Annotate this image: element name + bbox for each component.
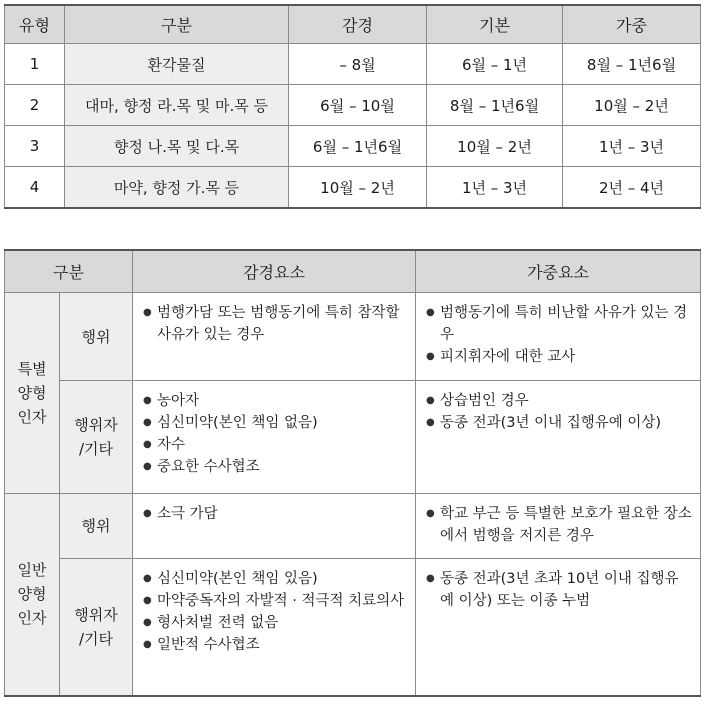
sentence-row xyxy=(5,44,701,85)
factor-item-text: 피지휘자에 대한 교사 xyxy=(440,349,576,365)
bullet-dot-icon: ● xyxy=(143,639,152,650)
mitigated-cell: 6월 – 10월 xyxy=(289,85,427,126)
category-cell: 마약, 향정 가.목 등 xyxy=(65,167,289,209)
sentence-row xyxy=(5,126,701,167)
factor-item-text: 범행가담 또는 범행동기에 특히 참작할 사유가 있는 경우 xyxy=(157,305,400,343)
aggravated-cell: 8월 – 1년6월 xyxy=(563,44,701,85)
factor-item xyxy=(143,634,407,656)
sentence-header-row xyxy=(5,5,701,44)
mitigated-cell: – 8월 xyxy=(289,44,427,85)
category-cell: 대마, 향정 라.목 및 마.목 등 xyxy=(65,85,289,126)
factor-item xyxy=(143,390,407,412)
bullet-dot-icon: ● xyxy=(143,573,152,584)
factor-row-label: 행위 xyxy=(60,293,133,381)
header-category: 구분 xyxy=(65,5,289,44)
basic-cell: 10월 – 2년 xyxy=(427,126,563,167)
type-cell: 1 xyxy=(5,44,65,85)
factor-item-text: 중요한 수사협조 xyxy=(157,459,260,475)
bullet-dot-icon: ● xyxy=(143,595,152,606)
mitigated-cell: 6월 – 1년6월 xyxy=(289,126,427,167)
bullet-dot-icon: ● xyxy=(143,508,152,519)
factor-item xyxy=(143,568,407,590)
factor-item xyxy=(143,612,407,634)
factor-item-text: 동종 전과(3년 초과 10년 이내 집행유예 이상) 또는 이종 누범 xyxy=(440,571,679,609)
factor-row xyxy=(5,293,701,381)
bullet-dot-icon: ● xyxy=(143,395,152,406)
factor-item-text: 동종 전과(3년 이내 집행유예 이상) xyxy=(440,415,662,431)
factor-row-label: 행위자 /기타 xyxy=(60,381,133,494)
mitigating-factors xyxy=(133,293,416,381)
factor-row xyxy=(5,494,701,559)
type-cell: 3 xyxy=(5,126,65,167)
factor-item-text: 심신미약(본인 책임 있음) xyxy=(157,571,318,587)
header-basic: 기본 xyxy=(427,5,563,44)
sentencing-factor-table xyxy=(4,249,701,697)
category-cell: 환각물질 xyxy=(65,44,289,85)
factor-item xyxy=(426,302,692,346)
factor-item-text: 소극 가담 xyxy=(157,506,218,522)
factor-item-text: 범행동기에 특히 비난할 사유가 있는 경우 xyxy=(440,305,688,343)
aggravating-factors xyxy=(416,293,701,381)
factor-row-label: 행위 xyxy=(60,494,133,559)
factor-header-mitigating: 감경요소 xyxy=(133,250,416,293)
factor-header-row xyxy=(5,250,701,293)
factor-row xyxy=(5,381,701,494)
bullet-dot-icon: ● xyxy=(426,351,435,362)
bullet-dot-icon: ● xyxy=(426,395,435,406)
type-cell: 4 xyxy=(5,167,65,209)
factor-item xyxy=(143,590,407,612)
bullet-dot-icon: ● xyxy=(143,307,152,318)
mitigated-cell: 10월 – 2년 xyxy=(289,167,427,209)
mitigating-factors xyxy=(133,559,416,696)
bullet-dot-icon: ● xyxy=(143,461,152,472)
factor-row xyxy=(5,559,701,696)
bullet-dot-icon: ● xyxy=(426,417,435,428)
sentence-range-table xyxy=(4,4,701,209)
aggravating-factors xyxy=(416,381,701,494)
type-cell: 2 xyxy=(5,85,65,126)
sentence-row xyxy=(5,167,701,209)
factor-item xyxy=(426,346,692,368)
factor-item-text: 상습범인 경우 xyxy=(440,393,529,409)
factor-item xyxy=(426,568,692,612)
header-aggravated: 가중 xyxy=(563,5,701,44)
sentence-row xyxy=(5,85,701,126)
factor-item-text: 자수 xyxy=(157,437,186,453)
bullet-dot-icon: ● xyxy=(426,307,435,318)
aggravated-cell: 1년 – 3년 xyxy=(563,126,701,167)
factor-item-text: 일반적 수사협조 xyxy=(157,637,260,653)
header-type: 유형 xyxy=(5,5,65,44)
factor-header-aggravating: 가중요소 xyxy=(416,250,701,293)
header-mitigated: 감경 xyxy=(289,5,427,44)
basic-cell: 6월 – 1년 xyxy=(427,44,563,85)
factor-item-text: 마약중독자의 자발적 · 적극적 치료의사 xyxy=(157,593,405,609)
factor-item xyxy=(426,412,692,434)
factor-header-category: 구분 xyxy=(5,250,133,293)
mitigating-factors xyxy=(133,381,416,494)
factor-group-label: 특별 양형 인자 xyxy=(5,293,60,494)
aggravating-factors xyxy=(416,559,701,696)
aggravated-cell: 2년 – 4년 xyxy=(563,167,701,209)
bullet-dot-icon: ● xyxy=(426,508,435,519)
factor-item xyxy=(143,503,407,525)
aggravating-factors xyxy=(416,494,701,559)
aggravated-cell: 10월 – 2년 xyxy=(563,85,701,126)
factor-item-text: 농아자 xyxy=(157,393,200,409)
factor-item xyxy=(143,456,407,478)
factor-item xyxy=(143,412,407,434)
factor-item xyxy=(143,302,407,346)
factor-item xyxy=(143,434,407,456)
factor-item-text: 학교 부근 등 특별한 보호가 필요한 장소에서 범행을 저지른 경우 xyxy=(440,506,692,544)
basic-cell: 8월 – 1년6월 xyxy=(427,85,563,126)
category-cell: 향정 나.목 및 다.목 xyxy=(65,126,289,167)
bullet-dot-icon: ● xyxy=(143,439,152,450)
basic-cell: 1년 – 3년 xyxy=(427,167,563,209)
bullet-dot-icon: ● xyxy=(426,573,435,584)
factor-item-text: 형사처벌 전력 없음 xyxy=(157,615,279,631)
factor-item xyxy=(426,503,692,547)
factor-group-label: 일반 양형 인자 xyxy=(5,494,60,696)
bullet-dot-icon: ● xyxy=(143,617,152,628)
factor-item xyxy=(426,390,692,412)
bullet-dot-icon: ● xyxy=(143,417,152,428)
mitigating-factors xyxy=(133,494,416,559)
factor-row-label: 행위자 /기타 xyxy=(60,559,133,696)
factor-item-text: 심신미약(본인 책임 없음) xyxy=(157,415,318,431)
